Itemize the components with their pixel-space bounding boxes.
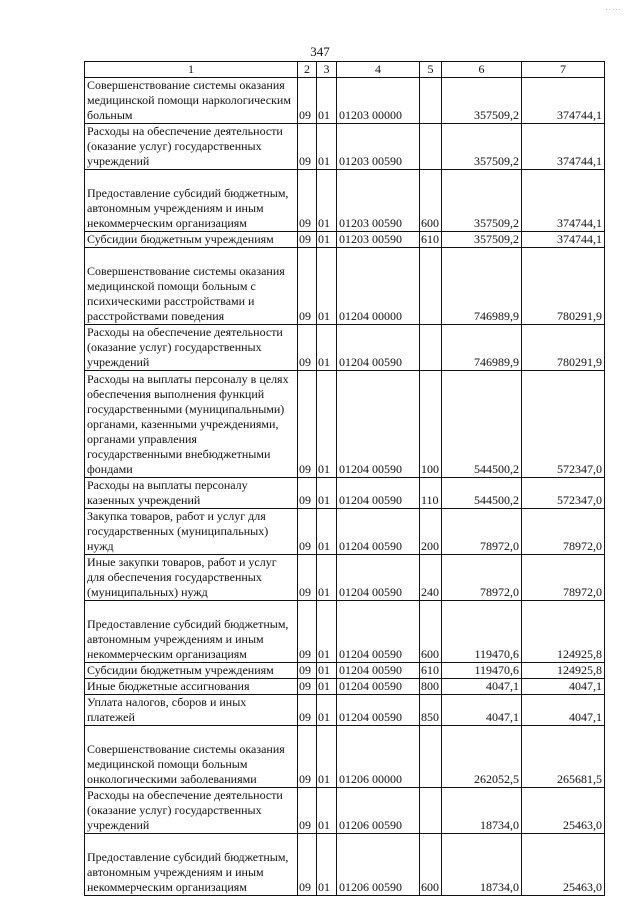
target-article-code: 01204 00590 [337, 695, 420, 726]
column-header: 2 [298, 62, 317, 78]
target-article-code: 01204 00000 [337, 248, 420, 325]
amount-col-7: 78972,0 [522, 555, 605, 601]
column-header: 6 [442, 62, 522, 78]
section-code: 09 [298, 232, 317, 248]
amount-col-6: 78972,0 [442, 555, 522, 601]
subsection-code: 01 [317, 325, 337, 371]
expense-type-code: 800 [420, 679, 442, 695]
section-code: 09 [298, 788, 317, 834]
target-article-code: 01204 00590 [337, 478, 420, 509]
target-article-code: 01206 00590 [337, 788, 420, 834]
expense-name: Предоставление субсидий бюджетным, автономным учреждениям и иным некоммерческим организациям [85, 601, 298, 663]
expense-type-code: 600 [420, 601, 442, 663]
subsection-code: 01 [317, 834, 337, 896]
section-code: 09 [298, 695, 317, 726]
column-header: 5 [420, 62, 442, 78]
subsection-code: 01 [317, 601, 337, 663]
table-row [85, 325, 605, 371]
expense-type-code [420, 124, 442, 170]
subsection-code: 01 [317, 478, 337, 509]
budget-table [84, 61, 605, 896]
expense-type-code: 610 [420, 663, 442, 679]
section-code: 09 [298, 170, 317, 232]
target-article-code: 01203 00000 [337, 78, 420, 124]
subsection-code: 01 [317, 726, 337, 788]
amount-col-6: 78972,0 [442, 509, 522, 555]
target-article-code: 01204 00590 [337, 555, 420, 601]
section-code: 09 [298, 325, 317, 371]
expense-type-code: 610 [420, 232, 442, 248]
table-row [85, 478, 605, 509]
amount-col-6: 119470,6 [442, 663, 522, 679]
expense-name: Расходы на обеспечение деятельности (оказание услуг) государственных учреждений [85, 788, 298, 834]
table-row [85, 695, 605, 726]
amount-col-6: 746989,9 [442, 325, 522, 371]
amount-col-6: 357509,2 [442, 170, 522, 232]
expense-type-code: 110 [420, 478, 442, 509]
amount-col-7: 265681,5 [522, 726, 605, 788]
column-header: 7 [522, 62, 605, 78]
amount-col-7: 25463,0 [522, 788, 605, 834]
section-code: 09 [298, 834, 317, 896]
column-header: 1 [85, 62, 298, 78]
target-article-code: 01206 00590 [337, 834, 420, 896]
subsection-code: 01 [317, 555, 337, 601]
section-code: 09 [298, 679, 317, 695]
section-code: 09 [298, 509, 317, 555]
section-code: 09 [298, 371, 317, 478]
subsection-code: 01 [317, 232, 337, 248]
expense-name: Расходы на выплаты персоналу казенных учреждений [85, 478, 298, 509]
section-code: 09 [298, 601, 317, 663]
target-article-code: 01204 00590 [337, 509, 420, 555]
expense-name: Совершенствование системы оказания медицинской помощи больным с психическими расстройствами и расстройствами поведения [85, 248, 298, 325]
target-article-code: 01204 00590 [337, 371, 420, 478]
expense-type-code [420, 248, 442, 325]
expense-type-code: 200 [420, 509, 442, 555]
expense-name: Закупка товаров, работ и услуг для государственных (муниципальных) нужд [85, 509, 298, 555]
amount-col-6: 119470,6 [442, 601, 522, 663]
target-article-code: 01206 00000 [337, 726, 420, 788]
subsection-code: 01 [317, 788, 337, 834]
table-row [85, 726, 605, 788]
table-row [85, 78, 605, 124]
table-row [85, 601, 605, 663]
amount-col-6: 18734,0 [442, 834, 522, 896]
section-code: 09 [298, 478, 317, 509]
amount-col-7: 78972,0 [522, 509, 605, 555]
table-row [85, 509, 605, 555]
subsection-code: 01 [317, 695, 337, 726]
expense-name: Расходы на обеспечение деятельности (оказание услуг) государственных учреждений [85, 124, 298, 170]
subsection-code: 01 [317, 679, 337, 695]
expense-type-code: 240 [420, 555, 442, 601]
column-header: 4 [337, 62, 420, 78]
amount-col-7: 572347,0 [522, 478, 605, 509]
amount-col-7: 124925,8 [522, 601, 605, 663]
table-row [85, 788, 605, 834]
section-code: 09 [298, 78, 317, 124]
expense-name: Иные бюджетные ассигнования [85, 679, 298, 695]
expense-type-code [420, 325, 442, 371]
amount-col-6: 357509,2 [442, 124, 522, 170]
expense-name: Расходы на обеспечение деятельности (оказание услуг) государственных учреждений [85, 325, 298, 371]
section-code: 09 [298, 726, 317, 788]
expense-type-code [420, 78, 442, 124]
scan-corner-mark: ····· [605, 6, 622, 14]
amount-col-6: 544500,2 [442, 478, 522, 509]
subsection-code: 01 [317, 509, 337, 555]
table-row [85, 371, 605, 478]
expense-type-code: 100 [420, 371, 442, 478]
amount-col-7: 374744,1 [522, 78, 605, 124]
subsection-code: 01 [317, 371, 337, 478]
table-header-row [85, 62, 605, 78]
table-row [85, 663, 605, 679]
amount-col-6: 18734,0 [442, 788, 522, 834]
table-row [85, 248, 605, 325]
expense-type-code [420, 726, 442, 788]
subsection-code: 01 [317, 663, 337, 679]
section-code: 09 [298, 555, 317, 601]
amount-col-7: 4047,1 [522, 695, 605, 726]
amount-col-7: 25463,0 [522, 834, 605, 896]
expense-name: Совершенствование системы оказания медицинской помощи больным онкологическими заболеваниями [85, 726, 298, 788]
amount-col-7: 374744,1 [522, 232, 605, 248]
expense-name: Предоставление субсидий бюджетным, автономным учреждениям и иным некоммерческим организациям [85, 834, 298, 896]
target-article-code: 01204 00590 [337, 325, 420, 371]
amount-col-7: 374744,1 [522, 124, 605, 170]
page-number: 347 [310, 44, 330, 59]
table-row [85, 555, 605, 601]
subsection-code: 01 [317, 248, 337, 325]
amount-col-6: 262052,5 [442, 726, 522, 788]
table-row [85, 834, 605, 896]
expense-name: Предоставление субсидий бюджетным, автономным учреждениям и иным некоммерческим организациям [85, 170, 298, 232]
amount-col-7: 780291,9 [522, 325, 605, 371]
amount-col-7: 572347,0 [522, 371, 605, 478]
expense-type-code: 850 [420, 695, 442, 726]
amount-col-7: 780291,9 [522, 248, 605, 325]
amount-col-6: 4047,1 [442, 679, 522, 695]
amount-col-6: 746989,9 [442, 248, 522, 325]
target-article-code: 01204 00590 [337, 679, 420, 695]
table-row [85, 232, 605, 248]
subsection-code: 01 [317, 170, 337, 232]
amount-col-6: 357509,2 [442, 78, 522, 124]
table-row [85, 679, 605, 695]
expense-type-code: 600 [420, 834, 442, 896]
column-header: 3 [317, 62, 337, 78]
expense-type-code: 600 [420, 170, 442, 232]
section-code: 09 [298, 663, 317, 679]
amount-col-6: 4047,1 [442, 695, 522, 726]
amount-col-7: 374744,1 [522, 170, 605, 232]
expense-type-code [420, 788, 442, 834]
table-row [85, 124, 605, 170]
target-article-code: 01204 00590 [337, 601, 420, 663]
expense-name: Субсидии бюджетным учреждениям [85, 232, 298, 248]
amount-col-6: 357509,2 [442, 232, 522, 248]
expense-name: Иные закупки товаров, работ и услуг для обеспечения государственных (муниципальных) нужд [85, 555, 298, 601]
target-article-code: 01203 00590 [337, 232, 420, 248]
target-article-code: 01204 00590 [337, 663, 420, 679]
subsection-code: 01 [317, 78, 337, 124]
section-code: 09 [298, 248, 317, 325]
amount-col-6: 544500,2 [442, 371, 522, 478]
subsection-code: 01 [317, 124, 337, 170]
expense-name: Совершенствование системы оказания медицинской помощи наркологическим больным [85, 78, 298, 124]
amount-col-7: 124925,8 [522, 663, 605, 679]
target-article-code: 01203 00590 [337, 170, 420, 232]
target-article-code: 01203 00590 [337, 124, 420, 170]
expense-name: Расходы на выплаты персоналу в целях обеспечения выполнения функций государственными (муниципальными) органами, казенными учреждениями, органами управления государственными внебюджетными фондами [85, 371, 298, 478]
expense-name: Субсидии бюджетным учреждениям [85, 663, 298, 679]
table-row [85, 170, 605, 232]
section-code: 09 [298, 124, 317, 170]
expense-name: Уплата налогов, сборов и иных платежей [85, 695, 298, 726]
amount-col-7: 4047,1 [522, 679, 605, 695]
